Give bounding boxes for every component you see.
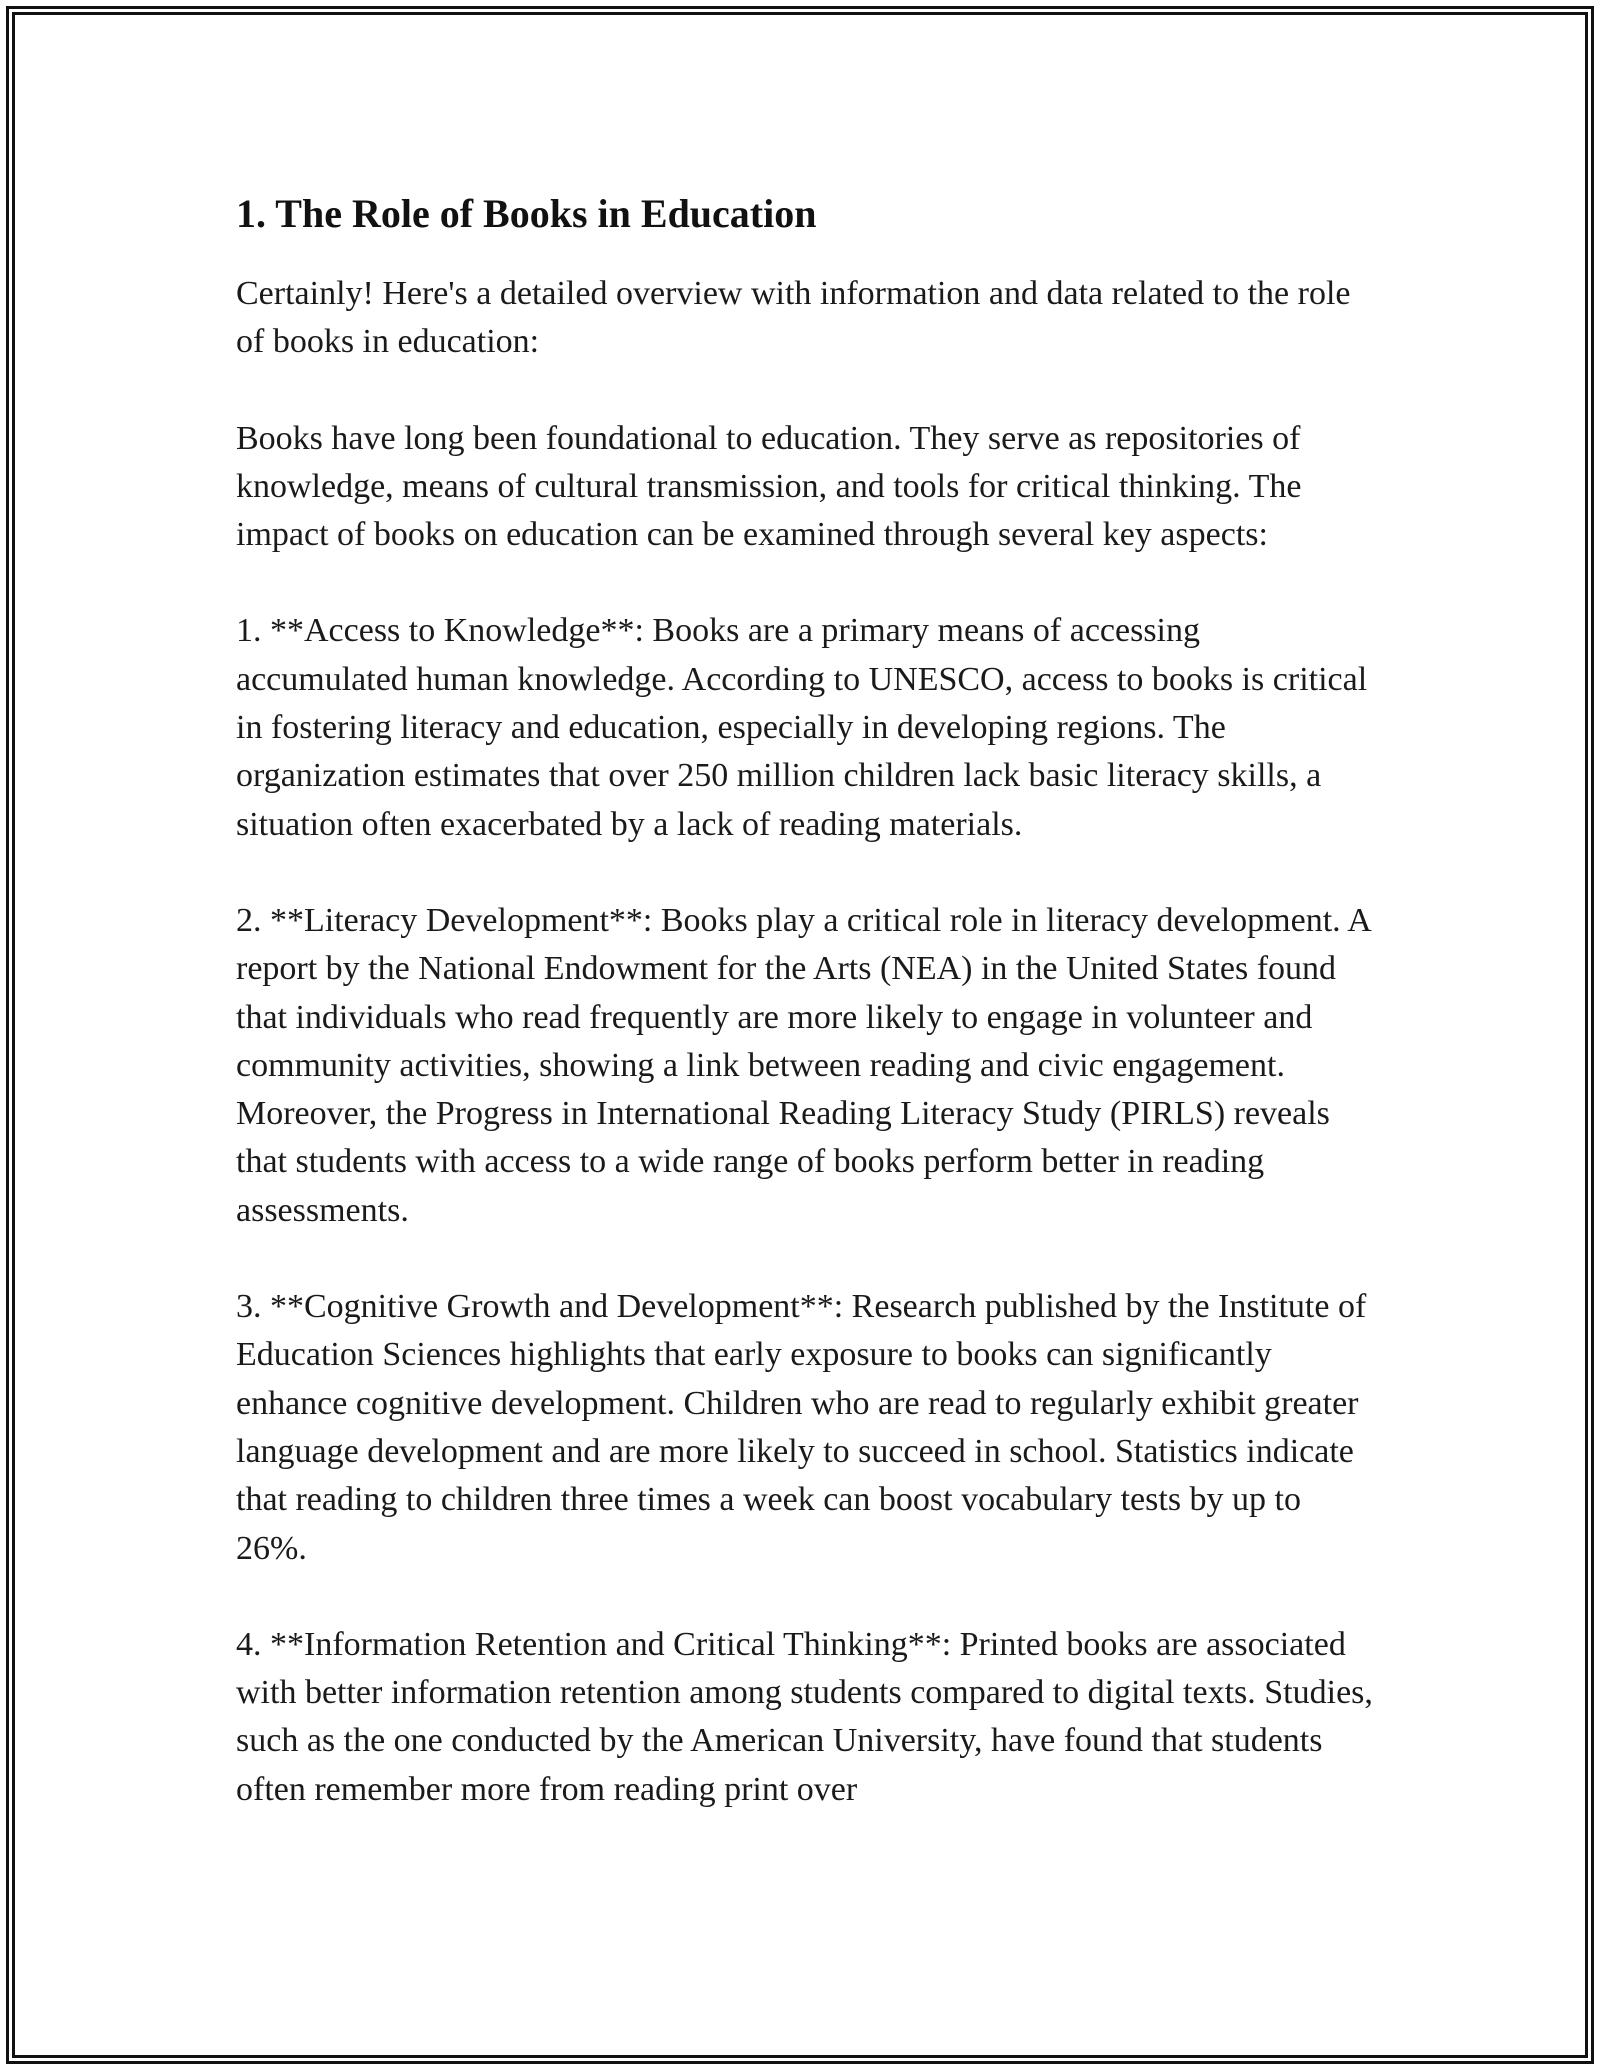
point-literacy-development: 2. **Literacy Development**: Books play a critical role in literacy development. A report by the National Endowment for the Arts (NEA) in the United States found that individuals who read frequently are more likely to engage in volunteer and community activities, showing a link between reading and civic engagement. Moreover, the Progress in International Reading Literacy Study (PIRLS) reveals that students with access to a wide range of books perform better in reading assessments. — [236, 901, 1370, 1229]
point-information-retention: 4. **Information Retention and Critical Thinking**: Printed books are associated with better information retention among students compared to digital texts. Studies, such as the one conducted by the American University, have found that students often remember more from reading print over — [236, 1625, 1373, 1808]
point-cognitive-growth: 3. **Cognitive Growth and Development**: Research published by the Institute of Education Sciences highlights that early exposure to books can significantly enhance cognitive development. Children who are read to regularly exhibit greater language development and are more likely to succeed in school. Statistics indicate that reading to children three times a week can boost vocabulary tests by up to 26%. — [236, 1288, 1367, 1567]
point-access-to-knowledge: 1. **Access to Knowledge**: Books are a primary means of accessing accumulated human knowledge. According to UNESCO, access to books is critical in fostering literacy and education, especially in developing regions. The organization estimates that over 250 million children lack basic literacy skills, a situation often exacerbated by a lack of reading materials. — [236, 612, 1368, 843]
overview-paragraph: Books have long been foundational to education. They serve as repositories of knowledge, means of cultural transmission, and tools for critical thinking. The impact of books on education can be examined through several key aspects: — [236, 419, 1302, 554]
intro-paragraph: Certainly! Here's a detailed overview with information and data related to the role of books in education: — [236, 275, 1351, 361]
section-heading: 1. The Role of Books in Education — [236, 191, 817, 236]
document-body — [236, 186, 1376, 1814]
